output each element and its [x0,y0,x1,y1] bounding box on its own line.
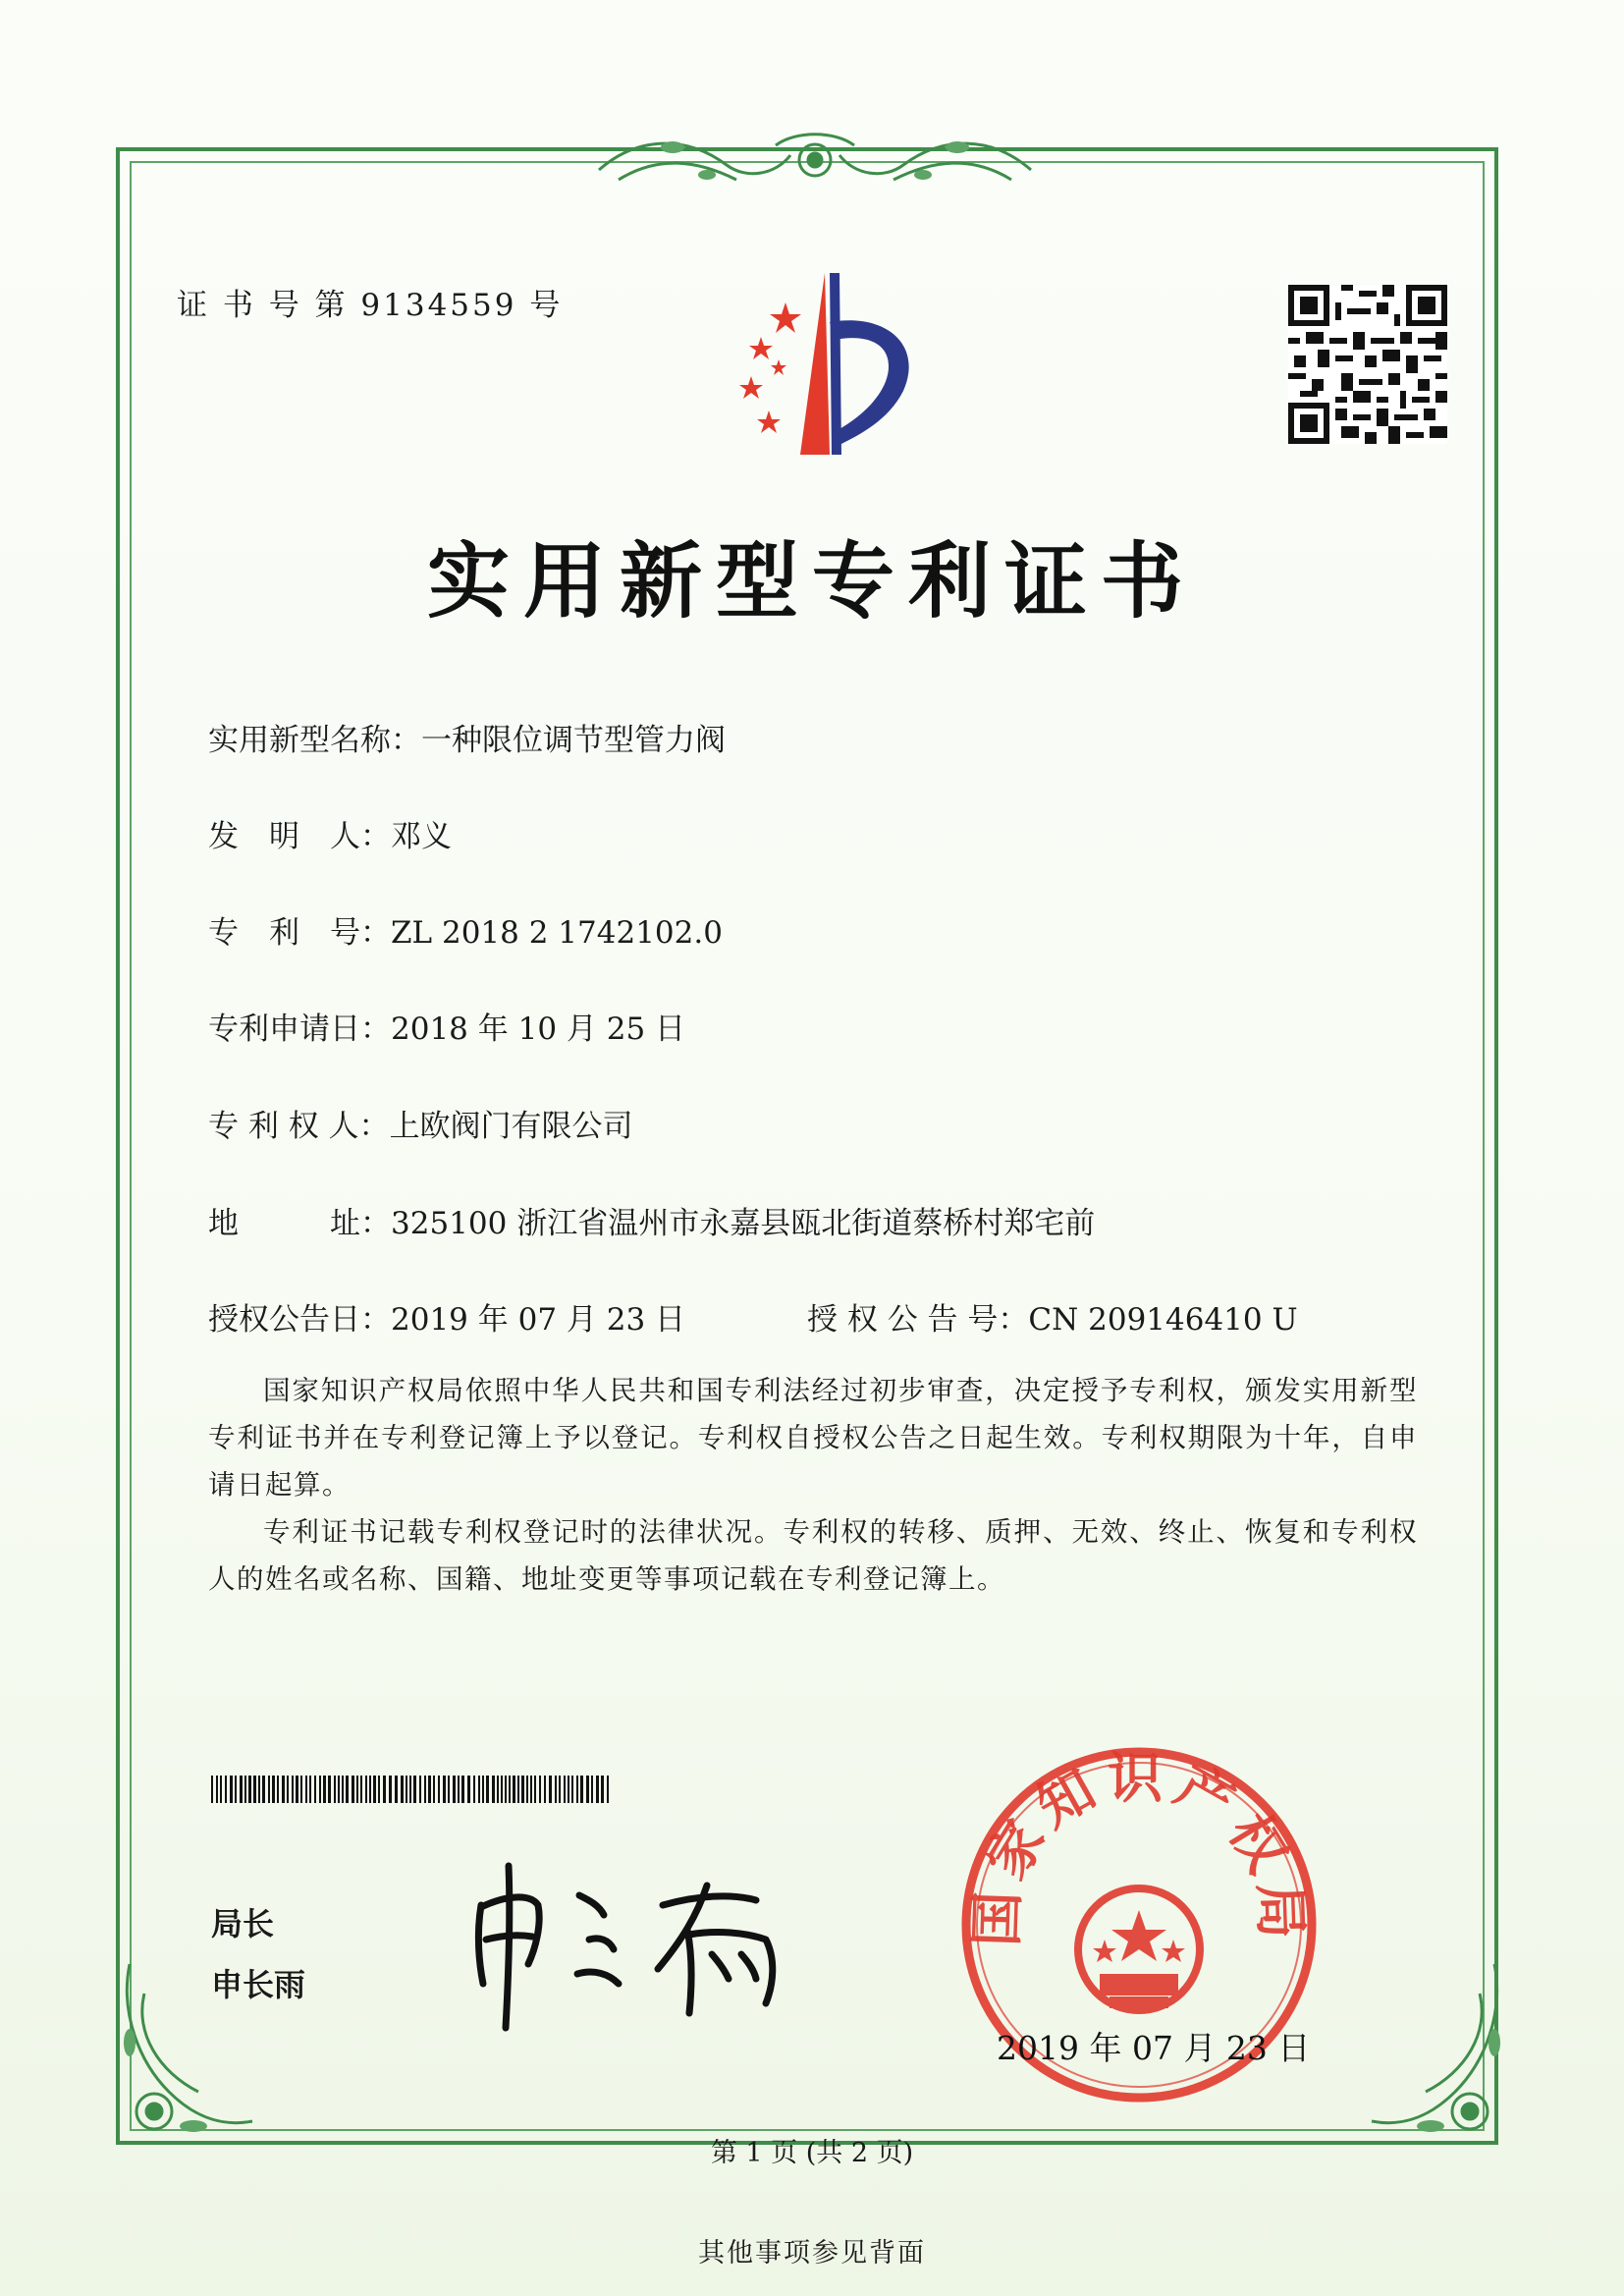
qr-code-icon [1288,285,1447,444]
body-paragraph-1: 国家知识产权局依照中华人民共和国专利法经过初步审查，决定授予专利权，颁发实用新型专利证书并在专利登记簿上予以登记。专利权自授权公告之日起生效。专利权期限为十年，自申请日起算。 [208,1375,1418,1501]
top-ornament-icon [579,126,1051,194]
page-indicator: 第 1 页 (共 2 页) [710,2138,914,2168]
utility-model-name-label: 实用新型名称： [208,723,421,758]
patentee-row [208,1101,633,1145]
publication-number-value: CN 209146410 U [1028,1302,1298,1338]
patent-number-label: 专 利 号： [208,915,391,951]
publication-number-label: 授 权 公 告 号： [807,1302,1029,1338]
address-label: 地 址： [208,1206,391,1241]
publication-number-row [807,1294,1298,1339]
seal-text: 国家知识产权局 [964,1746,1314,1948]
address-value: 325100 浙江省温州市永嘉县瓯北街道蔡桥村郑宅前 [391,1206,1096,1241]
patent-number-value: ZL 2018 2 1742102.0 [391,915,723,951]
certificate-title: 实用新型专利证书 [426,532,1197,629]
certificate-number: 证 书 号 第 9134559 号 [177,288,564,323]
filing-date-value: 2018 年 10 月 25 日 [391,1011,686,1047]
barcode-icon [211,1776,614,1803]
address-row [208,1198,1095,1242]
seal-date: 2019 年 07 月 23 日 [997,2029,1311,2067]
director-title: 局长 [211,1905,275,1942]
patentee-label: 专 利 权 人： [208,1109,390,1144]
patent-office-logo-icon [692,263,947,460]
inventor-label: 发 明 人： [208,819,391,854]
utility-model-name-value: 一种限位调节型管力阀 [421,723,726,758]
utility-model-name-row [208,715,726,759]
footer-note: 其他事项参见背面 [698,2238,926,2269]
director-name: 申长雨 [211,1966,306,2003]
inventor-row [208,811,452,855]
publication-date-value: 2019 年 07 月 23 日 [391,1302,686,1338]
publication-date-label: 授权公告日： [208,1302,391,1338]
filing-date-row [208,1004,685,1048]
body-paragraph-2: 专利证书记载专利权登记时的法律状况。专利权的转移、质押、无效、终止、恢复和专利权人的姓名或名称、国籍、地址变更等事项记载在专利登记簿上。 [208,1516,1418,1595]
director-block [211,1893,305,2015]
publication-date-row [208,1294,685,1339]
patentee-value: 上欧阀门有限公司 [389,1109,633,1144]
patent-number-row [208,907,723,952]
handwritten-signature-icon [461,1846,815,2033]
filing-date-label: 专利申请日： [208,1011,391,1047]
corner-ornament-right-icon [1367,1954,1514,2151]
inventor-value: 邓义 [391,819,452,854]
